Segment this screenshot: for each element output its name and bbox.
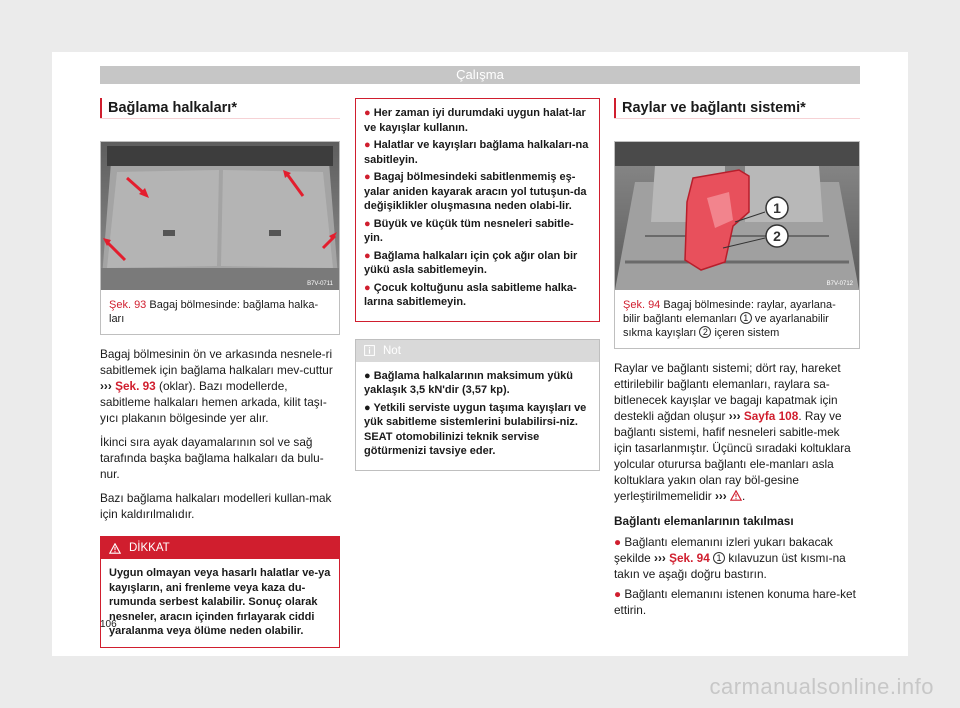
- warning-text: Uygun olmayan veya hasarlı halatlar ve-ya kayışların, ani frenleme veya kaza du-rumunda serbest kalabilir. Sonuç olarak nesneler, aracın içinden fırlayarak ciddi yaralanma veya ölüme neden olabilir.: [109, 567, 331, 637]
- column-right: [614, 98, 860, 618]
- figure-93-caption: [101, 290, 339, 334]
- cross-ref-arrows: ›››: [714, 489, 727, 503]
- warning-header: [101, 537, 339, 559]
- figure-93: [100, 141, 340, 335]
- list-item: ● Halatlar ve kayışları bağlama halkaları-na sabitleyin.: [364, 139, 589, 166]
- callout-2: 2: [773, 228, 781, 244]
- figure-93-image: [101, 142, 339, 290]
- paragraph-3: Bazı bağlama halkaları modelleri kullan-mak için kaldırılmalıdır.: [100, 491, 332, 521]
- figure-code: B7V-0712: [826, 281, 853, 287]
- title-underline: [614, 118, 860, 119]
- list-item: ● Bağlama halkaları için çok ağır olan bir yükü asla sabitlemeyin.: [364, 249, 578, 276]
- warning-triangle-icon[interactable]: [730, 490, 742, 501]
- list-item: ● Bagaj bölmesindeki sabitlenmemiş eş-yalar aniden kayarak aracın yol tutuşun-da değişiklikler oluşmasına neden olabi-lir.: [364, 171, 587, 212]
- trunk-floor-illustration: [101, 142, 339, 290]
- section-title-rails: Raylar ve bağlantı sistemi*: [614, 98, 860, 118]
- subheading-install: Bağlantı elemanlarının takılması: [614, 514, 794, 528]
- list-item: ● Büyük ve küçük tüm nesneleri sabitle-yin.: [364, 217, 574, 244]
- chapter-header: Çalışma: [100, 66, 860, 84]
- info-icon: [364, 345, 375, 356]
- step-2: ● Bağlantı elemanını istenen konuma hare-ket ettirin.: [614, 587, 856, 617]
- figure-94-image: [615, 142, 859, 290]
- rail-system-illustration: [615, 142, 859, 290]
- cross-ref-arrows: ›››: [728, 409, 741, 423]
- section-title-tie-down: Bağlama halkaları*: [100, 98, 340, 118]
- cross-ref-arrows: ›››: [100, 379, 112, 393]
- list-item: ● Bağlama halkalarının maksimum yükü yaklaşık 3,5 kN'dir (3,57 kp).: [364, 369, 574, 396]
- column-left: [100, 98, 340, 648]
- figure-ref: Şek. 94: [623, 299, 661, 311]
- warning-continuation: [355, 98, 600, 322]
- circled-number: 2: [699, 326, 711, 338]
- note-box: [355, 339, 600, 471]
- note-label: Not: [383, 344, 401, 357]
- figure-94-caption: Şek. 94 Bagaj bölmesinde: raylar, ayarlana-bilir bağlantı elemanları 1 ve ayarlanabilir sıkma kayışları 2 içeren sistem: [623, 299, 836, 339]
- warning-label: DİKKAT: [129, 542, 170, 554]
- list-item: ● Her zaman iyi durumdaki uygun halat-lar ve kayışlar kullanın.: [364, 107, 586, 134]
- caption-text: Bagaj bölmesinde: bağlama halka-ları: [109, 299, 319, 325]
- callout-1: 1: [773, 200, 781, 216]
- link-sek-94[interactable]: Şek. 94: [669, 551, 710, 565]
- cross-ref-arrows: ›››: [654, 551, 666, 565]
- note-text: [356, 362, 599, 470]
- circled-number: 1: [740, 312, 752, 324]
- step-1: ● Bağlantı elemanını izleri yukarı bakacak şekilde ››› Şek. 94 1 kılavuzun üst kısmı-na takın ve aşağı doğru bastırın.: [614, 535, 846, 581]
- figure-ref: Şek. 93: [109, 299, 147, 311]
- title-underline: [100, 118, 340, 119]
- list-item: ● Yetkili serviste uygun taşıma kayışları ve yük sabitleme sistemlerini bulabilirsi-niz. SEAT otomobilinizi teknik servise götürmenizi tavsiye eder.: [364, 401, 587, 457]
- warning-triangle-icon: [109, 543, 121, 554]
- note-header: [356, 340, 599, 362]
- watermark: carmanualsonline.info: [709, 674, 934, 699]
- figure-94: [614, 141, 860, 349]
- paragraph-rails: Raylar ve bağlantı sistemi; dört ray, hareket ettirilebilir bağlantı elemanları, raylara sa-bitlenecek kayışlar ve bagajı kapatmak için destekli ağdan oluşur ››› Sayfa 108. Ray ve bağlantı sistemi, hafif nesneleri sabitle-mek için tasarlanmıştır. Üçüncü sıradaki koltuklara yolcular oturursa bağlantı ele-manları asla koltuklara yakın olan ray böl-gesine yerleştirilmemelidir ››› .: [614, 361, 851, 503]
- column-middle: [355, 98, 600, 471]
- list-item: ● Çocuk koltuğunu asla sabitleme halka-larına sabitlemeyin.: [364, 281, 577, 308]
- link-sek-93[interactable]: Şek. 93: [115, 379, 156, 393]
- paragraph-2: İkinci sıra ayak dayamalarının sol ve sağ tarafında başka bağlama halkaları da bulu-nur.: [100, 435, 324, 481]
- warning-box: [100, 536, 340, 648]
- page-number: 106: [100, 619, 117, 630]
- circled-number: 1: [713, 552, 725, 564]
- paragraph-1: Bagaj bölmesinin ön ve arkasında nesnele-ri sabitlemek için bağlama halkaları mev-cuttur ››› Şek. 93 (oklar). Bazı modellerde, sabitleme halkaları hemen arkada, kilit taşı-yıcı plakanın bölgesinde yer alır.: [100, 347, 333, 425]
- figure-code: B7V-0711: [307, 281, 333, 287]
- link-sayfa-108[interactable]: Sayfa 108: [743, 409, 799, 423]
